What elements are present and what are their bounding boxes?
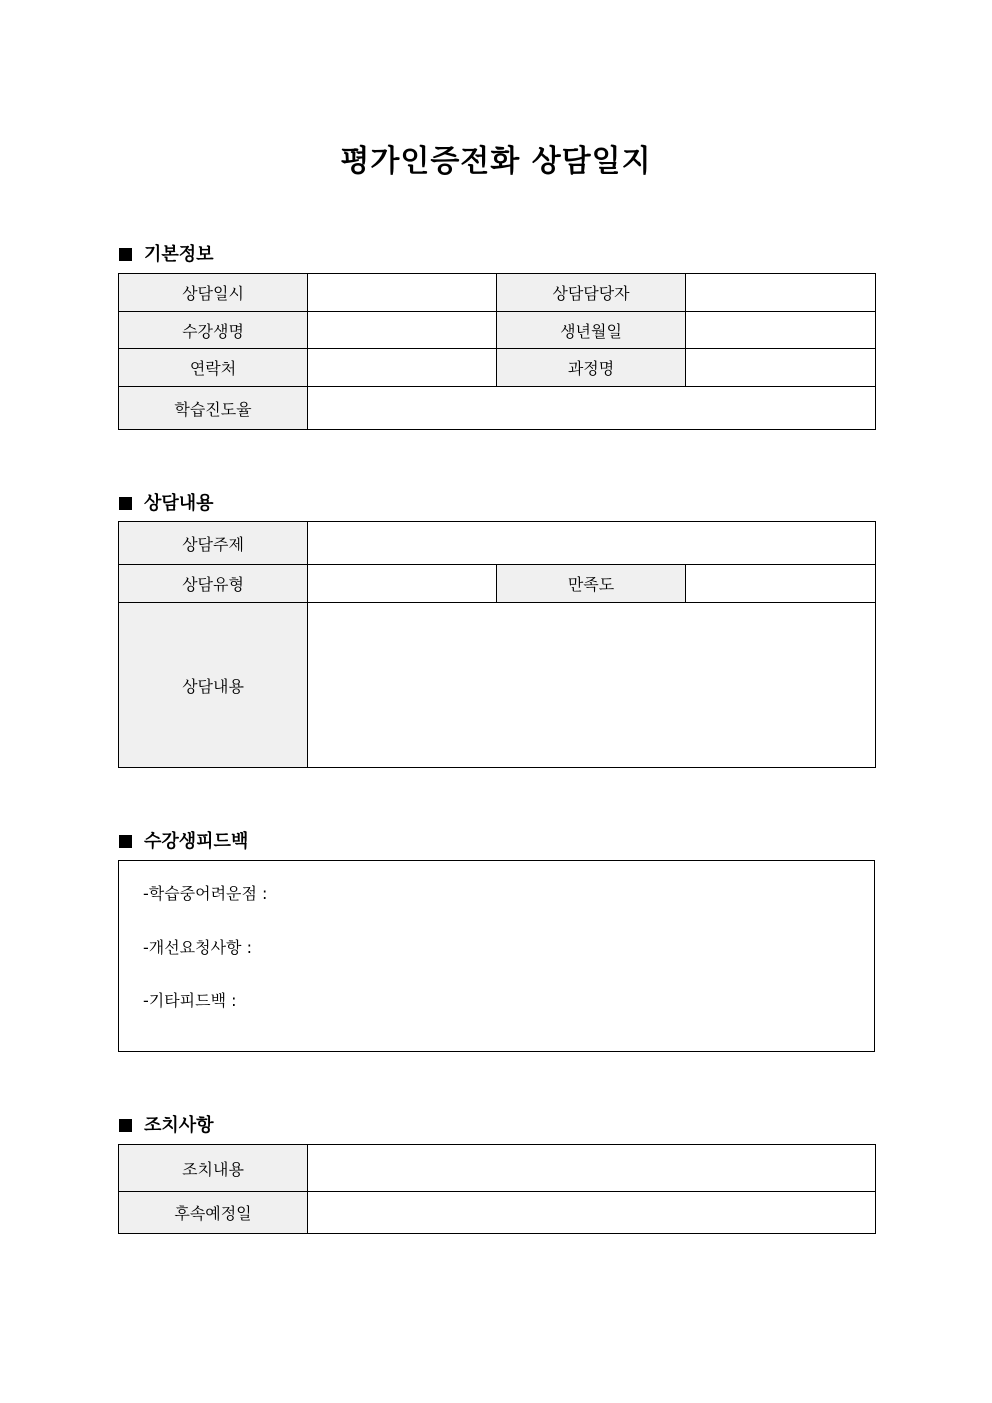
label-consult-datetime: 상담일시 (119, 274, 308, 312)
label-consultant: 상담담당자 (497, 274, 686, 312)
content-field[interactable] (308, 603, 876, 768)
course-field[interactable] (686, 349, 876, 387)
label-student-name: 수강생명 (119, 312, 308, 349)
contact-field[interactable] (308, 349, 497, 387)
feedback-line-improvements: -개선요청사항 : (143, 938, 252, 957)
feedback-line-other: -기타피드백 : (143, 991, 237, 1010)
progress-field[interactable] (308, 387, 876, 430)
label-progress: 학습진도율 (119, 387, 308, 430)
label-contact: 연락처 (119, 349, 308, 387)
consult-datetime-field[interactable] (308, 274, 497, 312)
square-bullet-icon (119, 1119, 132, 1132)
label-course: 과정명 (497, 349, 686, 387)
student-name-field[interactable] (308, 312, 497, 349)
square-bullet-icon (119, 835, 132, 848)
consultant-field[interactable] (686, 274, 876, 312)
basic-info-table (118, 273, 876, 430)
page-title: 평가인증전화 상담일지 (340, 144, 652, 179)
section-heading-action (119, 1111, 214, 1137)
label-followup-date: 후속예정일 (119, 1192, 308, 1234)
label-type: 상담유형 (119, 565, 308, 603)
label-action: 조치내용 (119, 1145, 308, 1192)
square-bullet-icon (119, 497, 132, 510)
feedback-line-difficulties: -학습중어려운점 : (143, 884, 268, 903)
section-heading-action-text: 조치사항 (144, 1115, 214, 1136)
section-heading-content-text: 상담내용 (144, 493, 214, 514)
birthdate-field[interactable] (686, 312, 876, 349)
section-heading-feedback-text: 수강생피드백 (144, 831, 249, 852)
action-table (118, 1144, 876, 1234)
action-field[interactable] (308, 1145, 876, 1192)
feedback-box[interactable] (118, 860, 875, 1052)
satisfaction-field[interactable] (686, 565, 876, 603)
label-topic: 상담주제 (119, 522, 308, 565)
section-heading-feedback (119, 827, 248, 853)
type-field[interactable] (308, 565, 497, 603)
section-heading-basic-text: 기본정보 (144, 244, 214, 265)
section-heading-basic (119, 240, 214, 266)
consult-content-table (118, 521, 876, 768)
topic-field[interactable] (308, 522, 876, 565)
label-satisfaction: 만족도 (497, 565, 686, 603)
square-bullet-icon (119, 248, 132, 261)
section-heading-content (119, 489, 214, 515)
label-birthdate: 생년월일 (497, 312, 686, 349)
label-content: 상담내용 (119, 603, 308, 768)
followup-date-field[interactable] (308, 1192, 876, 1234)
